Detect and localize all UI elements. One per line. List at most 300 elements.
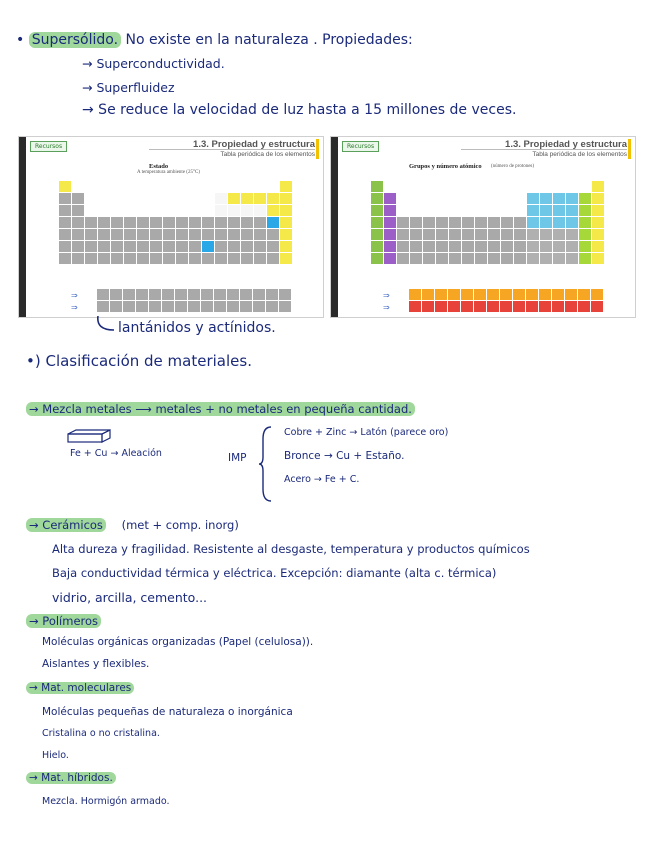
element-cell	[124, 241, 136, 252]
element-cell	[280, 217, 292, 228]
element-cell	[59, 217, 71, 228]
element-cell	[111, 193, 123, 204]
element-cell	[267, 217, 279, 228]
ceramics-line: Baja conductividad térmica y eléctrica. Excepción: diamante (alta c. térmica)	[52, 566, 497, 580]
element-cell	[527, 241, 539, 252]
element-cell	[189, 193, 201, 204]
element-cell	[228, 253, 240, 264]
element-cell	[423, 229, 435, 240]
f-block-cell	[474, 289, 486, 300]
element-cell	[189, 229, 201, 240]
f-block-cell	[513, 301, 525, 312]
f-block-cell	[201, 289, 213, 300]
element-cell	[228, 205, 240, 216]
f-block-cell	[162, 301, 174, 312]
arrow-icon: ⇒	[383, 291, 390, 300]
element-cell	[59, 205, 71, 216]
element-cell	[72, 253, 84, 264]
element-cell	[475, 217, 487, 228]
molecular-heading: → Mat. moleculares	[26, 682, 134, 694]
element-cell	[176, 181, 188, 192]
slide-sidebar	[19, 137, 26, 317]
element-cell	[384, 193, 396, 204]
f-block-cell	[526, 289, 538, 300]
element-cell	[397, 229, 409, 240]
periodic-table-grid	[371, 181, 604, 264]
f-block-cell	[123, 289, 135, 300]
element-cell	[59, 193, 71, 204]
element-cell	[124, 205, 136, 216]
element-cell	[449, 217, 461, 228]
element-cell	[514, 181, 526, 192]
element-cell	[176, 241, 188, 252]
classification-title: •) Clasificación de materiales.	[26, 352, 252, 370]
element-cell	[85, 181, 97, 192]
element-cell	[111, 241, 123, 252]
f-block-cell	[500, 289, 512, 300]
element-cell	[137, 193, 149, 204]
element-cell	[215, 229, 227, 240]
lanthanides-note: lantánidos y actínidos.	[118, 320, 276, 336]
element-cell	[384, 229, 396, 240]
ceramics-heading: → Cerámicos	[26, 518, 106, 532]
element-cell	[59, 253, 71, 264]
property-item: → Superfluidez	[82, 80, 175, 95]
element-cell	[202, 181, 214, 192]
f-block-cell	[552, 301, 564, 312]
f-block-cell	[175, 289, 187, 300]
element-cell	[202, 205, 214, 216]
element-cell	[254, 205, 266, 216]
element-cell	[215, 253, 227, 264]
polymers-line: Moléculas orgánicas organizadas (Papel (celulosa)).	[42, 636, 314, 648]
element-cell	[592, 229, 604, 240]
element-cell	[397, 217, 409, 228]
element-cell	[280, 229, 292, 240]
element-cell	[280, 205, 292, 216]
element-cell	[137, 205, 149, 216]
element-cell	[371, 253, 383, 264]
element-cell	[124, 217, 136, 228]
element-cell	[163, 193, 175, 204]
element-cell	[72, 241, 84, 252]
element-cell	[124, 253, 136, 264]
f-block-cell	[487, 301, 499, 312]
element-cell	[475, 241, 487, 252]
element-cell	[410, 217, 422, 228]
element-cell	[540, 241, 552, 252]
element-cell	[436, 229, 448, 240]
element-cell	[163, 229, 175, 240]
element-cell	[267, 205, 279, 216]
element-cell	[423, 241, 435, 252]
element-cell	[215, 241, 227, 252]
element-cell	[176, 205, 188, 216]
element-cell	[202, 241, 214, 252]
element-cell	[514, 205, 526, 216]
element-cell	[592, 205, 604, 216]
element-cell	[592, 181, 604, 192]
ceramics-line	[26, 518, 239, 532]
element-cell	[553, 205, 565, 216]
element-cell	[267, 253, 279, 264]
element-cell	[553, 217, 565, 228]
element-cell	[436, 205, 448, 216]
supersolid-heading: Supersólido.	[29, 32, 121, 48]
element-cell	[514, 229, 526, 240]
element-cell	[241, 217, 253, 228]
element-cell	[137, 253, 149, 264]
element-cell	[137, 181, 149, 192]
element-cell	[436, 181, 448, 192]
element-cell	[202, 217, 214, 228]
f-block-cell	[136, 301, 148, 312]
element-cell	[410, 193, 422, 204]
element-cell	[514, 253, 526, 264]
element-cell	[423, 205, 435, 216]
f-block-cell	[409, 301, 421, 312]
element-cell	[397, 241, 409, 252]
element-cell	[124, 181, 136, 192]
element-cell	[176, 193, 188, 204]
element-cell	[241, 205, 253, 216]
arrow-icon: ⇒	[71, 303, 78, 312]
accent-bar	[628, 139, 631, 159]
element-cell	[72, 205, 84, 216]
f-block-cell	[448, 301, 460, 312]
element-cell	[98, 217, 110, 228]
element-cell	[163, 241, 175, 252]
element-cell	[566, 229, 578, 240]
element-cell	[384, 205, 396, 216]
element-cell	[85, 217, 97, 228]
element-cell	[527, 253, 539, 264]
f-block-cell	[240, 289, 252, 300]
element-cell	[540, 205, 552, 216]
element-cell	[553, 253, 565, 264]
property-item: → Se reduce la velocidad de luz hasta a 15 millones de veces.	[82, 102, 517, 118]
accent-bar	[316, 139, 319, 159]
f-block-cell	[110, 301, 122, 312]
element-cell	[423, 253, 435, 264]
f-block-cell	[279, 289, 291, 300]
element-cell	[371, 205, 383, 216]
element-cell	[553, 241, 565, 252]
element-cell	[280, 241, 292, 252]
element-cell	[150, 181, 162, 192]
element-cell	[72, 229, 84, 240]
element-cell	[72, 181, 84, 192]
element-cell	[566, 253, 578, 264]
element-cell	[241, 181, 253, 192]
f-block-cell	[487, 289, 499, 300]
element-cell	[540, 181, 552, 192]
ceramics-line: Alta dureza y fragilidad. Resistente al desgaste, temperatura y productos químicos	[52, 542, 530, 556]
element-cell	[254, 217, 266, 228]
element-cell	[72, 217, 84, 228]
element-cell	[202, 229, 214, 240]
element-cell	[501, 229, 513, 240]
f-block-cell	[591, 289, 603, 300]
element-cell	[254, 229, 266, 240]
hybrid-heading: → Mat. híbridos.	[26, 772, 116, 784]
f-block-cell	[448, 289, 460, 300]
f-block-cell	[565, 301, 577, 312]
molecular-line: Moléculas pequeñas de naturaleza o inorgánica	[42, 706, 293, 718]
element-cell	[254, 241, 266, 252]
element-cell	[176, 253, 188, 264]
f-block-cell	[461, 289, 473, 300]
element-cell	[488, 193, 500, 204]
f-block-cell	[253, 301, 265, 312]
element-cell	[514, 241, 526, 252]
f-block-cell	[136, 289, 148, 300]
f-block-cell	[97, 301, 109, 312]
element-cell	[150, 229, 162, 240]
f-block-cell	[500, 301, 512, 312]
element-cell	[592, 241, 604, 252]
element-cell	[462, 181, 474, 192]
element-cell	[449, 253, 461, 264]
element-cell	[111, 253, 123, 264]
element-cell	[462, 193, 474, 204]
f-block-cell	[565, 289, 577, 300]
supersolid-line	[16, 32, 413, 48]
ceramics-note: (met + comp. inorg)	[121, 518, 239, 532]
chart-title: Grupos y número atómico	[409, 163, 482, 170]
polymers-heading-row	[26, 614, 101, 628]
resources-button[interactable]: Recursos	[342, 141, 379, 152]
slide-title: 1.3. Propiedad y estructura	[505, 139, 627, 150]
element-cell	[514, 193, 526, 204]
element-cell	[449, 241, 461, 252]
element-cell	[475, 205, 487, 216]
element-cell	[202, 253, 214, 264]
element-cell	[215, 193, 227, 204]
element-cell	[410, 229, 422, 240]
element-cell	[436, 193, 448, 204]
element-cell	[228, 241, 240, 252]
element-cell	[501, 181, 513, 192]
f-block-cell	[188, 301, 200, 312]
element-cell	[553, 181, 565, 192]
element-cell	[410, 205, 422, 216]
element-cell	[579, 193, 591, 204]
element-cell	[98, 253, 110, 264]
f-block-cell	[513, 289, 525, 300]
f-block-cell	[123, 301, 135, 312]
element-cell	[566, 217, 578, 228]
element-cell	[189, 181, 201, 192]
element-cell	[384, 253, 396, 264]
element-cell	[371, 181, 383, 192]
element-cell	[410, 241, 422, 252]
arrow-icon: ⇒	[383, 303, 390, 312]
f-block-cell	[214, 289, 226, 300]
slide-subtitle: Tabla periódica de los elementos	[220, 151, 315, 158]
element-cell	[384, 181, 396, 192]
element-cell	[436, 241, 448, 252]
element-cell	[215, 217, 227, 228]
f-block-cell	[539, 289, 551, 300]
f-block-cell	[266, 289, 278, 300]
element-cell	[488, 229, 500, 240]
f-block-cell	[149, 289, 161, 300]
chart-subtitle: (número de protones)	[491, 164, 535, 169]
element-cell	[59, 229, 71, 240]
property-item: → Superconductividad.	[82, 56, 225, 71]
element-cell	[280, 181, 292, 192]
element-cell	[462, 205, 474, 216]
element-cell	[137, 229, 149, 240]
element-cell	[436, 253, 448, 264]
resources-button[interactable]: Recursos	[30, 141, 67, 152]
f-block-cell	[227, 289, 239, 300]
element-cell	[202, 193, 214, 204]
element-cell	[579, 217, 591, 228]
element-cell	[514, 217, 526, 228]
element-cell	[267, 193, 279, 204]
element-cell	[163, 181, 175, 192]
element-cell	[397, 253, 409, 264]
element-cell	[98, 181, 110, 192]
f-block-cell	[110, 289, 122, 300]
periodic-table-slide-groups	[330, 136, 636, 318]
element-cell	[397, 193, 409, 204]
element-cell	[566, 205, 578, 216]
supersolid-text: No existe en la naturaleza . Propiedades:	[121, 32, 413, 48]
element-cell	[371, 217, 383, 228]
element-cell	[397, 181, 409, 192]
element-cell	[111, 181, 123, 192]
curved-arrow-icon	[94, 316, 118, 336]
element-cell	[527, 193, 539, 204]
element-cell	[111, 205, 123, 216]
lanthanide-actinide-grid	[409, 289, 603, 312]
element-cell	[280, 193, 292, 204]
element-cell	[449, 181, 461, 192]
element-cell	[85, 193, 97, 204]
polymers-line: Aislantes y flexibles.	[42, 658, 150, 670]
f-block-cell	[201, 301, 213, 312]
element-cell	[449, 229, 461, 240]
element-cell	[59, 181, 71, 192]
element-cell	[436, 217, 448, 228]
f-block-cell	[435, 301, 447, 312]
element-cell	[501, 193, 513, 204]
f-block-cell	[435, 289, 447, 300]
f-block-cell	[422, 301, 434, 312]
element-cell	[176, 229, 188, 240]
element-cell	[488, 241, 500, 252]
element-cell	[228, 229, 240, 240]
element-cell	[215, 205, 227, 216]
element-cell	[241, 253, 253, 264]
element-cell	[228, 181, 240, 192]
element-cell	[527, 229, 539, 240]
element-cell	[189, 241, 201, 252]
hybrid-line: Mezcla. Hormigón armado.	[42, 796, 170, 807]
element-cell	[579, 205, 591, 216]
element-cell	[540, 217, 552, 228]
element-cell	[579, 181, 591, 192]
element-cell	[150, 217, 162, 228]
element-cell	[228, 217, 240, 228]
element-cell	[228, 193, 240, 204]
element-cell	[592, 193, 604, 204]
f-block-cell	[240, 301, 252, 312]
f-block-cell	[266, 301, 278, 312]
slide-sidebar	[331, 137, 338, 317]
element-cell	[85, 241, 97, 252]
f-block-cell	[162, 289, 174, 300]
ceramics-line: vidrio, arcilla, cemento...	[52, 590, 208, 605]
f-block-cell	[214, 301, 226, 312]
element-cell	[488, 253, 500, 264]
element-cell	[98, 205, 110, 216]
element-cell	[85, 205, 97, 216]
element-cell	[124, 229, 136, 240]
polymers-heading: → Polímeros	[26, 614, 101, 628]
element-cell	[215, 181, 227, 192]
element-cell	[449, 193, 461, 204]
brace-icon	[259, 425, 273, 503]
f-block-cell	[422, 289, 434, 300]
element-cell	[241, 229, 253, 240]
element-cell	[462, 241, 474, 252]
element-cell	[137, 217, 149, 228]
element-cell	[384, 217, 396, 228]
element-cell	[423, 217, 435, 228]
element-cell	[410, 253, 422, 264]
f-block-cell	[409, 289, 421, 300]
element-cell	[371, 193, 383, 204]
f-block-cell	[552, 289, 564, 300]
f-block-cell	[175, 301, 187, 312]
element-cell	[566, 181, 578, 192]
element-cell	[111, 229, 123, 240]
element-cell	[397, 205, 409, 216]
element-cell	[579, 241, 591, 252]
element-cell	[449, 205, 461, 216]
element-cell	[501, 253, 513, 264]
element-cell	[254, 253, 266, 264]
element-cell	[488, 217, 500, 228]
slide-subtitle: Tabla periódica de los elementos	[532, 151, 627, 158]
molecular-line: Hielo.	[42, 750, 69, 761]
element-cell	[267, 181, 279, 192]
element-cell	[488, 205, 500, 216]
element-cell	[579, 253, 591, 264]
f-block-cell	[279, 301, 291, 312]
element-cell	[137, 241, 149, 252]
element-cell	[85, 229, 97, 240]
metals-heading	[26, 402, 415, 416]
f-block-cell	[578, 289, 590, 300]
alloy-label: Fe + Cu → Aleación	[70, 448, 162, 459]
f-block-cell	[227, 301, 239, 312]
element-cell	[98, 229, 110, 240]
slide-title: 1.3. Propiedad y estructura	[193, 139, 315, 150]
element-cell	[501, 205, 513, 216]
element-cell	[475, 181, 487, 192]
element-cell	[501, 241, 513, 252]
element-cell	[189, 205, 201, 216]
metals-heading-text: → Mezcla metales ⟶ metales + no metales en pequeña cantidad.	[26, 402, 415, 416]
element-cell	[98, 193, 110, 204]
f-block-cell	[461, 301, 473, 312]
f-block-cell	[149, 301, 161, 312]
